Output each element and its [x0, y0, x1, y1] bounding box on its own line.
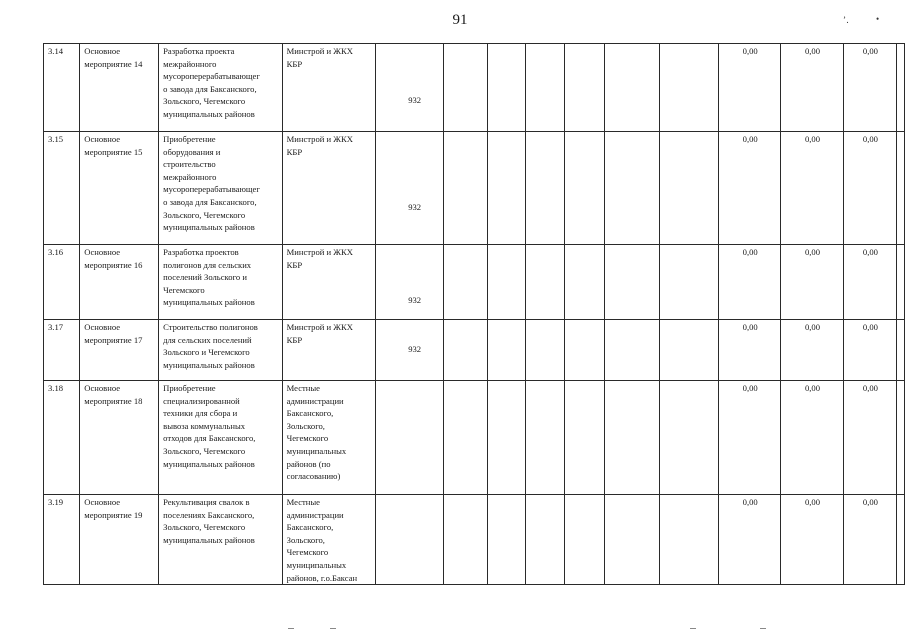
activity-type-cell: Основное мероприятие 16: [80, 245, 159, 320]
value-cell: 0,00: [719, 132, 781, 245]
empty-cell: [605, 381, 660, 495]
value-cell: 0,00: [781, 381, 844, 495]
budget-code: 932: [408, 295, 422, 305]
value-cell: 0,00: [843, 495, 896, 585]
agency-line: администрации: [286, 509, 344, 520]
activity-name-line: Рекультивация свалок в: [163, 497, 250, 507]
budget-code: 932: [408, 344, 422, 354]
budget-code-wrap: [380, 133, 440, 244]
budget-code-cell: [376, 44, 444, 132]
agency-line: муниципальных: [286, 559, 347, 570]
value-cell: 0,00: [781, 495, 844, 585]
value-cell: 0,00: [719, 44, 781, 132]
value-cell: 0,00: [843, 245, 896, 320]
agency-line: Местные: [286, 383, 320, 393]
empty-cell: [564, 44, 605, 132]
agency-line: Зольского,: [286, 534, 325, 545]
activity-name-line: оборудования и: [163, 146, 221, 157]
budget-code-cell: [376, 320, 444, 381]
activity-name-line: Зольского, Чегемского: [163, 96, 246, 107]
row-number-cell: 3.16: [44, 245, 80, 320]
empty-cell: [897, 381, 905, 495]
activity-name-line: муниципальных районов: [163, 297, 255, 308]
activity-name-cell: [159, 245, 283, 320]
value-cell: 0,00: [843, 132, 896, 245]
program-activities-table: [43, 43, 905, 585]
empty-cell: [525, 495, 564, 585]
responsible-agency-cell: [282, 44, 376, 132]
agency-line: КБР: [286, 259, 303, 270]
table-row: [44, 245, 905, 320]
activity-name-line: межрайонного: [163, 58, 217, 69]
responsible-agency-cell: [282, 132, 376, 245]
activity-type-cell: Основное мероприятие 18: [80, 381, 159, 495]
budget-code-cell: [376, 495, 444, 585]
budget-code-cell: [376, 381, 444, 495]
agency-line: Баксанского,: [286, 522, 334, 533]
activity-name-line: муниципальных районов: [163, 534, 255, 545]
budget-code: 932: [408, 95, 422, 105]
responsible-agency-cell: [282, 245, 376, 320]
empty-cell: [897, 132, 905, 245]
agency-line: согласованию): [286, 471, 341, 482]
budget-code-wrap: [380, 321, 440, 380]
budget-code: 932: [408, 202, 422, 212]
agency-line: Чегемского: [286, 547, 329, 558]
row-number-cell: 3.14: [44, 44, 80, 132]
row-number-cell: 3.15: [44, 132, 80, 245]
empty-cell: [564, 381, 605, 495]
table-row: [44, 320, 905, 381]
activity-name-line: мусороперерабатывающег: [163, 71, 260, 82]
empty-cell: [605, 132, 660, 245]
activity-name-line: мусороперерабатывающег: [163, 184, 260, 195]
row-number-cell: 3.18: [44, 381, 80, 495]
row-number-cell: 3.17: [44, 320, 80, 381]
empty-cell: [525, 320, 564, 381]
budget-code-cell: [376, 132, 444, 245]
value-cell: 0,00: [719, 245, 781, 320]
value-cell: 0,00: [719, 320, 781, 381]
empty-cell: [444, 44, 487, 132]
empty-cell: [487, 44, 525, 132]
activity-name-cell: [159, 495, 283, 585]
row-number-cell: 3.19: [44, 495, 80, 585]
agency-line: Баксанского,: [286, 408, 334, 419]
scan-mark: ʼ․: [843, 15, 850, 25]
empty-cell: [897, 320, 905, 381]
activity-type-cell: Основное мероприятие 19: [80, 495, 159, 585]
activity-name-cell: [159, 132, 283, 245]
activity-name-line: Зольского, Чегемского: [163, 209, 246, 220]
empty-cell: [487, 132, 525, 245]
empty-cell: [564, 132, 605, 245]
empty-cell: [660, 381, 719, 495]
activity-name-line: специализированной: [163, 395, 240, 406]
table-body: [44, 44, 905, 585]
empty-cell: [444, 320, 487, 381]
empty-cell: [897, 44, 905, 132]
empty-cell: [444, 495, 487, 585]
empty-cell: [660, 245, 719, 320]
value-cell: 0,00: [781, 132, 844, 245]
activity-name-line: Разработка проектов: [163, 247, 239, 257]
activity-name-line: полигонов для сельских: [163, 259, 252, 270]
activity-name-line: вывоза коммунальных: [163, 420, 246, 431]
activity-name-cell: [159, 320, 283, 381]
activity-type-cell: Основное мероприятие 14: [80, 44, 159, 132]
table-row: [44, 44, 905, 132]
activity-name-cell: [159, 44, 283, 132]
budget-code-wrap: [380, 496, 440, 584]
activity-name-line: муниципальных районов: [163, 108, 255, 119]
value-cell: 0,00: [719, 381, 781, 495]
budget-code-wrap: [380, 382, 440, 494]
value-cell: 0,00: [781, 320, 844, 381]
activity-name-line: о завода для Баксанского,: [163, 196, 257, 207]
empty-cell: [605, 495, 660, 585]
budget-code-wrap: [380, 45, 440, 131]
responsible-agency-cell: [282, 320, 376, 381]
activity-name-line: Приобретение: [163, 383, 216, 393]
table-row: [44, 381, 905, 495]
empty-cell: [525, 132, 564, 245]
activity-name-line: муниципальных районов: [163, 222, 255, 233]
agency-line: Минстрой и ЖКХ: [286, 247, 353, 257]
page-number: 91: [452, 12, 468, 28]
activity-name-line: муниципальных районов: [163, 458, 255, 469]
empty-cell: [444, 245, 487, 320]
agency-line: Минстрой и ЖКХ: [286, 46, 353, 56]
activity-name-line: Строительство полигонов: [163, 322, 258, 332]
value-cell: 0,00: [781, 44, 844, 132]
empty-cell: [525, 381, 564, 495]
scan-footer-marks: [0, 628, 905, 638]
agency-line: Минстрой и ЖКХ: [286, 322, 353, 332]
empty-cell: [525, 44, 564, 132]
empty-cell: [564, 320, 605, 381]
agency-line: Чегемского: [286, 433, 329, 444]
empty-cell: [660, 320, 719, 381]
activity-name-line: Приобретение: [163, 134, 216, 144]
agency-line: Минстрой и ЖКХ: [286, 134, 353, 144]
responsible-agency-cell: [282, 495, 376, 585]
empty-cell: [564, 245, 605, 320]
value-cell: 0,00: [843, 381, 896, 495]
agency-line: районов, г.о.Баксан: [286, 572, 358, 583]
activity-type-cell: Основное мероприятие 17: [80, 320, 159, 381]
activity-name-line: строительство: [163, 159, 216, 170]
activity-name-line: Зольского и Чегемского: [163, 347, 250, 358]
activity-name-line: техники для сбора и: [163, 408, 238, 419]
table-row: [44, 132, 905, 245]
activity-name-line: отходов для Баксанского,: [163, 433, 256, 444]
empty-cell: [487, 320, 525, 381]
activity-name-line: муниципальных районов: [163, 359, 255, 370]
agency-line: КБР: [286, 146, 303, 157]
activity-name-line: Разработка проекта: [163, 46, 235, 56]
empty-cell: [660, 132, 719, 245]
activity-name-line: поселениях Баксанского,: [163, 509, 255, 520]
activity-name-cell: [159, 381, 283, 495]
empty-cell: [525, 245, 564, 320]
empty-cell: [564, 495, 605, 585]
empty-cell: [660, 44, 719, 132]
empty-cell: [605, 320, 660, 381]
activity-name-line: поселений Зольского и: [163, 272, 247, 283]
activity-type-cell: Основное мероприятие 15: [80, 132, 159, 245]
activity-name-line: о завода для Баксанского,: [163, 83, 257, 94]
value-cell: 0,00: [843, 44, 896, 132]
activity-name-line: Зольского, Чегемского: [163, 522, 246, 533]
budget-code-cell: [376, 245, 444, 320]
activity-name-line: межрайонного: [163, 171, 217, 182]
empty-cell: [487, 245, 525, 320]
activity-name-line: Чегемского: [163, 284, 205, 295]
scan-mark: •: [876, 14, 880, 24]
empty-cell: [487, 381, 525, 495]
agency-line: муниципальных: [286, 445, 347, 456]
activity-name-line: для сельских поселений: [163, 334, 252, 345]
empty-cell: [660, 495, 719, 585]
empty-cell: [897, 245, 905, 320]
activity-name-line: Зольского, Чегемского: [163, 445, 246, 456]
budget-code-wrap: [380, 246, 440, 319]
table-row: [44, 495, 905, 585]
agency-line: Местные: [286, 497, 320, 507]
agency-line: КБР: [286, 58, 303, 69]
empty-cell: [897, 495, 905, 585]
value-cell: 0,00: [719, 495, 781, 585]
empty-cell: [487, 495, 525, 585]
empty-cell: [444, 132, 487, 245]
agency-line: Зольского,: [286, 420, 325, 431]
value-cell: 0,00: [781, 245, 844, 320]
agency-line: районов (по: [286, 458, 331, 469]
empty-cell: [605, 44, 660, 132]
empty-cell: [605, 245, 660, 320]
agency-line: КБР: [286, 334, 303, 345]
empty-cell: [444, 381, 487, 495]
agency-line: администрации: [286, 395, 344, 406]
responsible-agency-cell: [282, 381, 376, 495]
value-cell: 0,00: [843, 320, 896, 381]
